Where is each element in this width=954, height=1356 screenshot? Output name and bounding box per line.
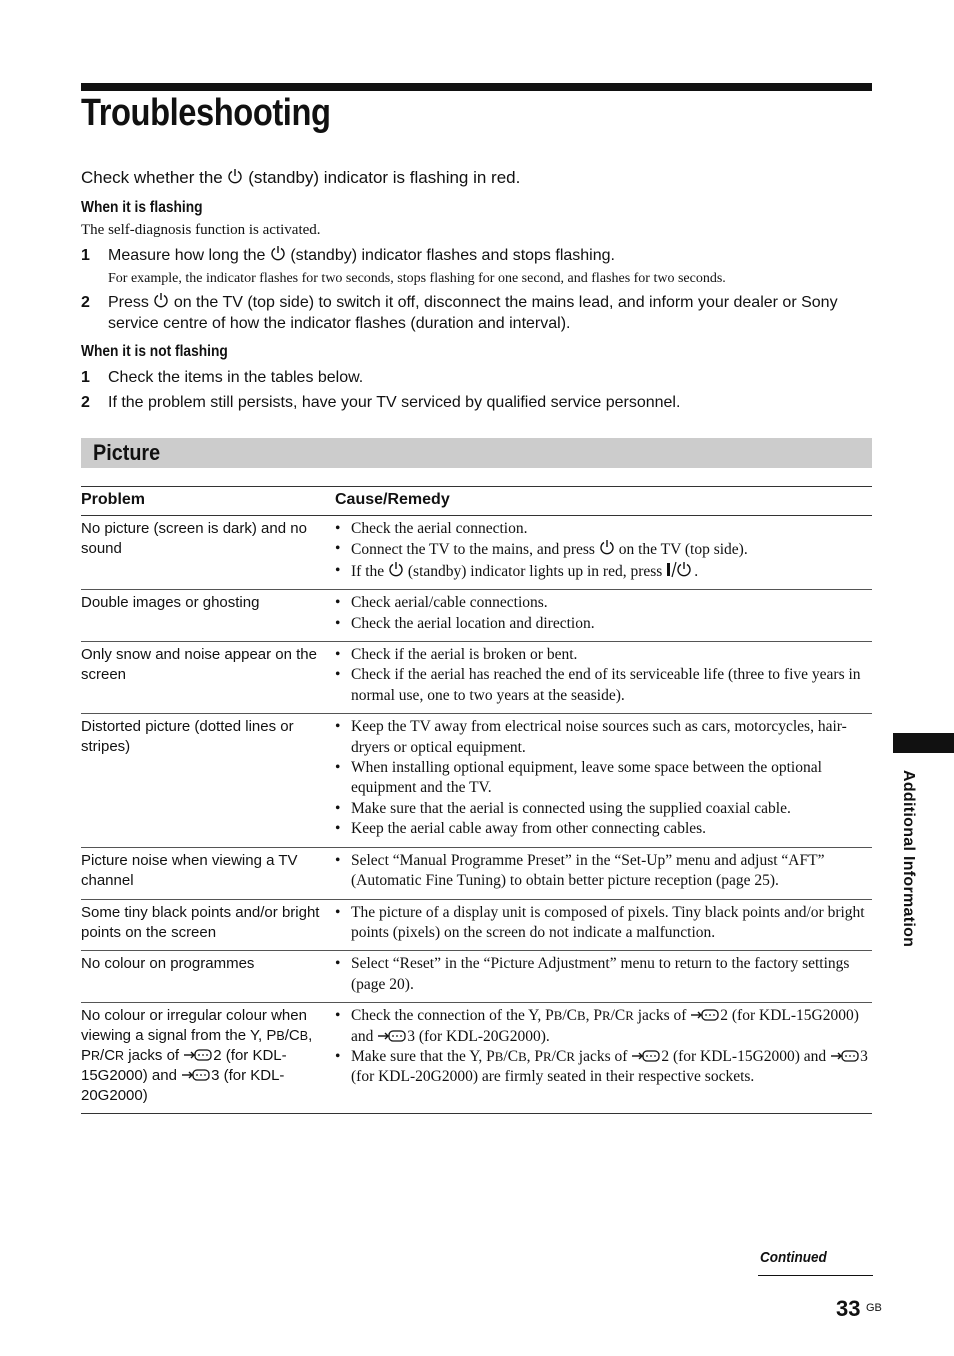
remedy-item: • The picture of a display unit is composed of pixels. Tiny black points and/or bright points (pixels) on the screen do not indicate a malfunction. bbox=[335, 903, 872, 944]
power-icon bbox=[270, 245, 286, 262]
problem-text: jacks of bbox=[124, 1047, 184, 1065]
intro-text-pre: Check whether the bbox=[81, 168, 223, 187]
problem-text: 2 (for KDL-15G2000) and bbox=[81, 1047, 287, 1085]
step-text: Measure how long the bbox=[108, 247, 266, 264]
remedy-text: (standby) indicator lights up in red, press bbox=[407, 562, 663, 580]
remedy-item: • Keep the aerial cable away from other connecting cables. bbox=[335, 819, 872, 839]
remedy-item: • Check if the aerial has reached the end of its serviceable life (three to five years in normal use, one to two years at the seaside). bbox=[335, 665, 872, 706]
remedy-text: 3 (for KDL-20G2000). bbox=[407, 1027, 550, 1045]
problem-text: /C bbox=[100, 1047, 116, 1065]
subscript: B bbox=[518, 1048, 527, 1064]
input-jack-icon bbox=[377, 1029, 407, 1043]
problem-cell: Only snow and noise appear on the screen bbox=[81, 642, 335, 714]
troubleshooting-table bbox=[81, 486, 872, 1114]
remedy-cell bbox=[335, 516, 872, 590]
subscript: R bbox=[91, 1049, 101, 1064]
flashing-heading: When it is flashing bbox=[81, 199, 203, 216]
remedy-text: /C bbox=[610, 1007, 626, 1025]
input-jack-icon bbox=[830, 1049, 860, 1063]
table-row bbox=[81, 1003, 872, 1114]
remedy-text: If the bbox=[351, 562, 385, 580]
step-text: Press bbox=[108, 294, 149, 311]
page-number: 33 bbox=[836, 1296, 861, 1321]
remedy-item bbox=[335, 539, 872, 560]
flashing-step-2 bbox=[81, 292, 861, 334]
not-flashing-step-2 bbox=[81, 392, 861, 413]
remedy-cell bbox=[335, 899, 872, 951]
intro-text-post: (standby) indicator is flashing in red. bbox=[248, 168, 521, 187]
subscript: B bbox=[553, 1008, 563, 1024]
problem-cell: No picture (screen is dark) and no sound bbox=[81, 516, 335, 590]
step-number: 1 bbox=[81, 247, 90, 264]
remedy-cell bbox=[335, 951, 872, 1003]
remedy-text: Make sure that the Y, P bbox=[351, 1047, 495, 1065]
input-jack-icon bbox=[690, 1008, 720, 1022]
step-text: If the problem still persists, have your TV serviced by qualified service personnel. bbox=[108, 394, 681, 411]
remedy-cell bbox=[335, 714, 872, 847]
remedy-cell bbox=[335, 847, 872, 899]
remedy-item: • Check aerial/cable connections. bbox=[335, 593, 872, 613]
remedy-item: • Select “Reset” in the “Picture Adjustment” menu to return to the factory settings (page 20). bbox=[335, 954, 872, 995]
remedy-text: 3 (for KDL-20G2000) are firmly seated in their respective sockets. bbox=[351, 1047, 868, 1086]
subscript: B bbox=[577, 1008, 586, 1024]
not-flashing-step-1 bbox=[81, 367, 861, 388]
table-row bbox=[81, 590, 872, 642]
flashing-note: The self-diagnosis function is activated. bbox=[81, 222, 321, 238]
remedy-text: /C bbox=[503, 1047, 519, 1065]
remedy-text: . bbox=[694, 562, 699, 580]
continued-label: Continued bbox=[760, 1249, 827, 1266]
flashing-step-1 bbox=[81, 245, 861, 266]
remedy-item: • Keep the TV away from electrical noise sources such as cars, motorcycles, hair-dryers or optical equipment. bbox=[335, 717, 872, 758]
page-title: Troubleshooting bbox=[81, 92, 331, 134]
remedy-text: Connect the TV to the mains, and press bbox=[351, 541, 595, 559]
remedy-text: jacks of bbox=[574, 1047, 632, 1065]
table-row bbox=[81, 951, 872, 1003]
step-text: on the TV (top side) to switch it off, disconnect the mains lead, and inform your dealer or Sony service centre of how the indicator flashes (duration and interval). bbox=[108, 294, 838, 332]
table-row bbox=[81, 847, 872, 899]
continued-rule bbox=[758, 1275, 873, 1276]
remedy-text: 2 (for KDL-15G2000) and bbox=[351, 1007, 859, 1045]
intro-line bbox=[81, 168, 520, 188]
power-icon bbox=[227, 168, 243, 185]
problem-cell bbox=[81, 1003, 335, 1114]
remedy-text: 2 (for KDL-15G2000) and bbox=[661, 1047, 831, 1065]
page-suffix: GB bbox=[866, 1302, 882, 1314]
table-row bbox=[81, 642, 872, 714]
problem-cell: Some tiny black points and/or bright points on the screen bbox=[81, 899, 335, 951]
section-header bbox=[81, 438, 872, 468]
title-rule bbox=[81, 83, 872, 91]
power-icon bbox=[153, 292, 169, 309]
remedy-cell bbox=[335, 642, 872, 714]
power-switch-icon bbox=[666, 561, 694, 578]
problem-cell: Double images or ghosting bbox=[81, 590, 335, 642]
problem-text: No colour or irregular colour when viewing a signal from the Y, P bbox=[81, 1007, 307, 1045]
remedy-item bbox=[335, 1006, 872, 1047]
flashing-example: For example, the indicator flashes for two seconds, stops flashing for one second, and flashes for two seconds. bbox=[108, 271, 726, 286]
column-header-remedy: Cause/Remedy bbox=[335, 487, 872, 516]
column-header-problem: Problem bbox=[81, 487, 335, 516]
table-row bbox=[81, 899, 872, 951]
remedy-cell bbox=[335, 590, 872, 642]
remedy-item: • Make sure that the aerial is connected using the supplied coaxial cable. bbox=[335, 799, 872, 819]
remedy-item: • Check the aerial connection. bbox=[335, 519, 872, 539]
subscript: R bbox=[115, 1049, 125, 1064]
remedy-item: • When installing optional equipment, leave some space between the optional equipment and the TV. bbox=[335, 758, 872, 799]
input-jack-icon bbox=[181, 1068, 211, 1082]
section-tab bbox=[893, 733, 954, 753]
problem-text: /C bbox=[284, 1027, 300, 1045]
sidebar-label: Additional Information bbox=[900, 770, 917, 948]
remedy-item: • Check if the aerial is broken or bent. bbox=[335, 645, 872, 665]
problem-text: , P bbox=[81, 1027, 313, 1065]
input-jack-icon bbox=[183, 1048, 213, 1062]
subscript: R bbox=[566, 1048, 575, 1064]
step-text: Check the items in the tables below. bbox=[108, 369, 364, 386]
subscript: R bbox=[625, 1008, 634, 1024]
remedy-cell bbox=[335, 1003, 872, 1114]
section-title: Picture bbox=[93, 440, 161, 465]
problem-cell: Picture noise when viewing a TV channel bbox=[81, 847, 335, 899]
remedy-item bbox=[335, 1047, 872, 1088]
remedy-item bbox=[335, 561, 872, 582]
remedy-text: , P bbox=[585, 1007, 602, 1025]
step-number: 2 bbox=[81, 294, 90, 311]
remedy-text: , P bbox=[526, 1047, 544, 1065]
problem-cell: No colour on programmes bbox=[81, 951, 335, 1003]
step-text: (standby) indicator flashes and stops flashing. bbox=[290, 247, 615, 264]
remedy-item: • Select “Manual Programme Preset” in the “Set-Up” menu and adjust “AFT” (Automatic Fine Tuning) to obtain better picture reception (page 25). bbox=[335, 851, 872, 892]
problem-text: 3 (for KDL-20G2000) bbox=[81, 1067, 285, 1105]
subscript: B bbox=[276, 1029, 285, 1044]
remedy-text: /C bbox=[562, 1007, 578, 1025]
power-icon bbox=[599, 539, 615, 556]
step-number: 1 bbox=[81, 369, 90, 386]
input-jack-icon bbox=[631, 1049, 661, 1063]
subscript: B bbox=[494, 1048, 504, 1064]
subscript: B bbox=[299, 1029, 309, 1044]
subscript: R bbox=[543, 1048, 552, 1064]
power-icon bbox=[388, 561, 404, 578]
subscript: R bbox=[602, 1008, 611, 1024]
remedy-text: on the TV (top side). bbox=[618, 541, 748, 559]
step-number: 2 bbox=[81, 394, 90, 411]
table-row bbox=[81, 714, 872, 847]
remedy-text: jacks of bbox=[633, 1007, 691, 1025]
problem-cell: Distorted picture (dotted lines or stripes) bbox=[81, 714, 335, 847]
not-flashing-heading: When it is not flashing bbox=[81, 343, 228, 360]
remedy-text: /C bbox=[551, 1047, 567, 1065]
remedy-text: Check the connection of the Y, P bbox=[351, 1007, 554, 1025]
table-row bbox=[81, 516, 872, 590]
remedy-item: • Check the aerial location and direction. bbox=[335, 614, 872, 634]
